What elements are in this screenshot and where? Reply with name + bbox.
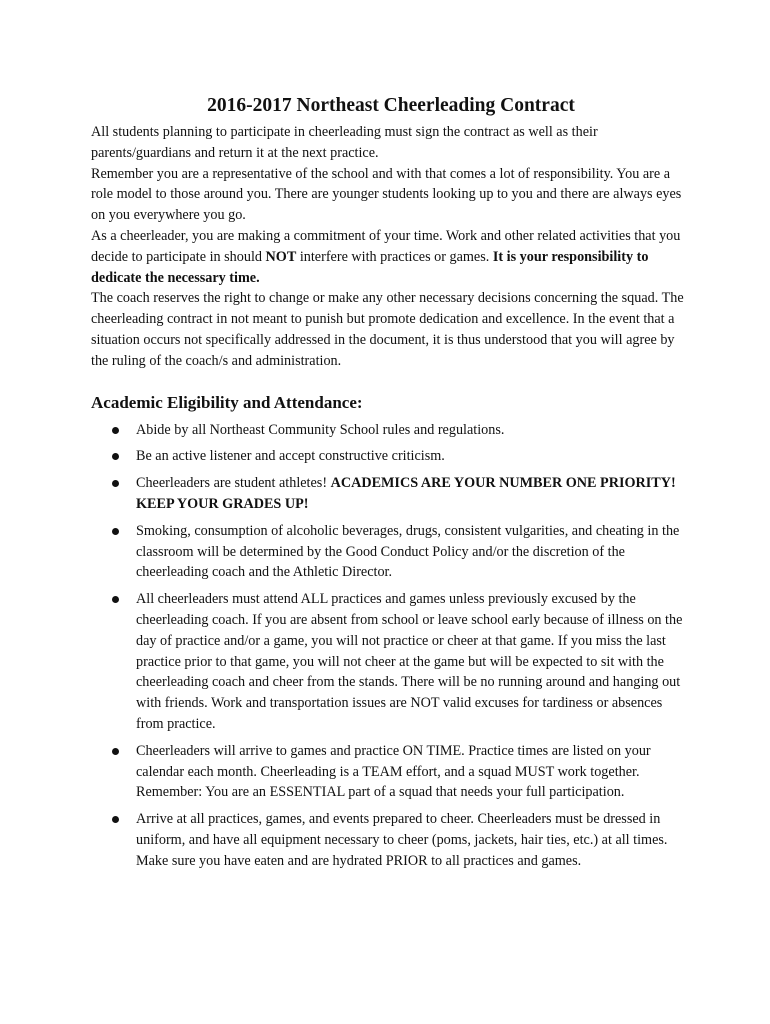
list-item bbox=[91, 809, 691, 871]
document-page bbox=[91, 94, 691, 878]
intro-paragraph-3-text-b: interfere with practices or games. bbox=[296, 248, 493, 265]
intro-paragraph-3-text-a: As a cheerleader, you are making a commitment of your time. Work and other related activities that you decide to participate in should bbox=[91, 227, 681, 265]
rule-text: Smoking, consumption of alcoholic beverages, drugs, consistent vulgarities, and cheating in the classroom will be determined by the Good Conduct Policy and/or the discretion of the cheerleading coach and the Athletic Director. bbox=[136, 522, 680, 581]
intro-paragraph-3 bbox=[91, 226, 691, 288]
intro-paragraph-4: The coach reserves the right to change or make any other necessary decisions concerning the squad. The cheerleading contract in not meant to punish but promote dedication and excellence. In the event that a situation occurs not specifically addressed in the document, it is thus understood that you will agree by the ruling of the coach/s and administration. bbox=[91, 290, 684, 369]
bullet-icon bbox=[112, 427, 119, 434]
bullet-icon bbox=[112, 816, 119, 823]
list-item bbox=[91, 473, 691, 515]
list-item bbox=[91, 420, 691, 441]
rule-text: Cheerleaders are student athletes! bbox=[136, 475, 331, 492]
rules-list bbox=[91, 420, 691, 872]
list-item bbox=[91, 741, 691, 803]
rule-text: All cheerleaders must attend ALL practices and games unless previously excused by the cheerleading coach. If you are absent from school or leave school early because of illness on the day of practice and/or a game, you will not practice or cheer at that game. If you miss the last practice prior to that game, you will not cheer at the game but will be expected to sit with the cheerleading coach and cheer from the stands. There will be no running around and hanging out with friends. Work and transportation issues are NOT valid excuses for tardiness or absences from practice. bbox=[136, 591, 683, 732]
rule-text: Cheerleaders will arrive to games and practice ON TIME. Practice times are listed on your calendar each month. Cheerleading is a TEAM effort, and a squad MUST work together. Remember: You are an ESSENTIAL part of a squad that needs your full participation. bbox=[136, 742, 651, 801]
intro-section bbox=[91, 122, 691, 372]
bullet-icon bbox=[112, 528, 119, 535]
rule-text: Arrive at all practices, games, and events prepared to cheer. Cheerleaders must be dressed in uniform, and have all equipment necessary to cheer (poms, jackets, hair ties, etc.) at all times. Make sure you have eaten and are hydrated PRIOR to all practices and games. bbox=[136, 811, 668, 869]
rule-text: Abide by all Northeast Community School rules and regulations. bbox=[136, 421, 505, 438]
intro-paragraph-1: All students planning to participate in cheerleading must sign the contract as well as their parents/guardians and return it at the next practice. bbox=[91, 124, 598, 161]
list-item bbox=[91, 589, 691, 735]
rule-emphasis: ACADEMICS ARE YOUR NUMBER ONE PRIORITY! KEEP YOUR GRADES UP! bbox=[136, 475, 676, 512]
rule-text: Be an active listener and accept constructive criticism. bbox=[136, 448, 445, 465]
document-title: 2016-2017 Northeast Cheerleading Contract bbox=[207, 95, 575, 116]
bullet-icon bbox=[112, 480, 119, 487]
intro-not-emphasis: NOT bbox=[265, 248, 297, 265]
bullet-icon bbox=[112, 748, 119, 755]
section-heading-academic: Academic Eligibility and Attendance: bbox=[91, 392, 363, 412]
bullet-icon bbox=[112, 453, 119, 460]
intro-responsibility-emphasis: It is your responsibility to dedicate the necessary time. bbox=[91, 248, 649, 286]
list-item bbox=[91, 521, 691, 583]
list-item bbox=[91, 446, 691, 467]
intro-paragraph-2: Remember you are a representative of the school and with that comes a lot of responsibility. You are a role model to those around you. There are younger students looking up to you and there are always eyes on you everywhere you go. bbox=[91, 165, 682, 224]
bullet-icon bbox=[112, 596, 119, 603]
